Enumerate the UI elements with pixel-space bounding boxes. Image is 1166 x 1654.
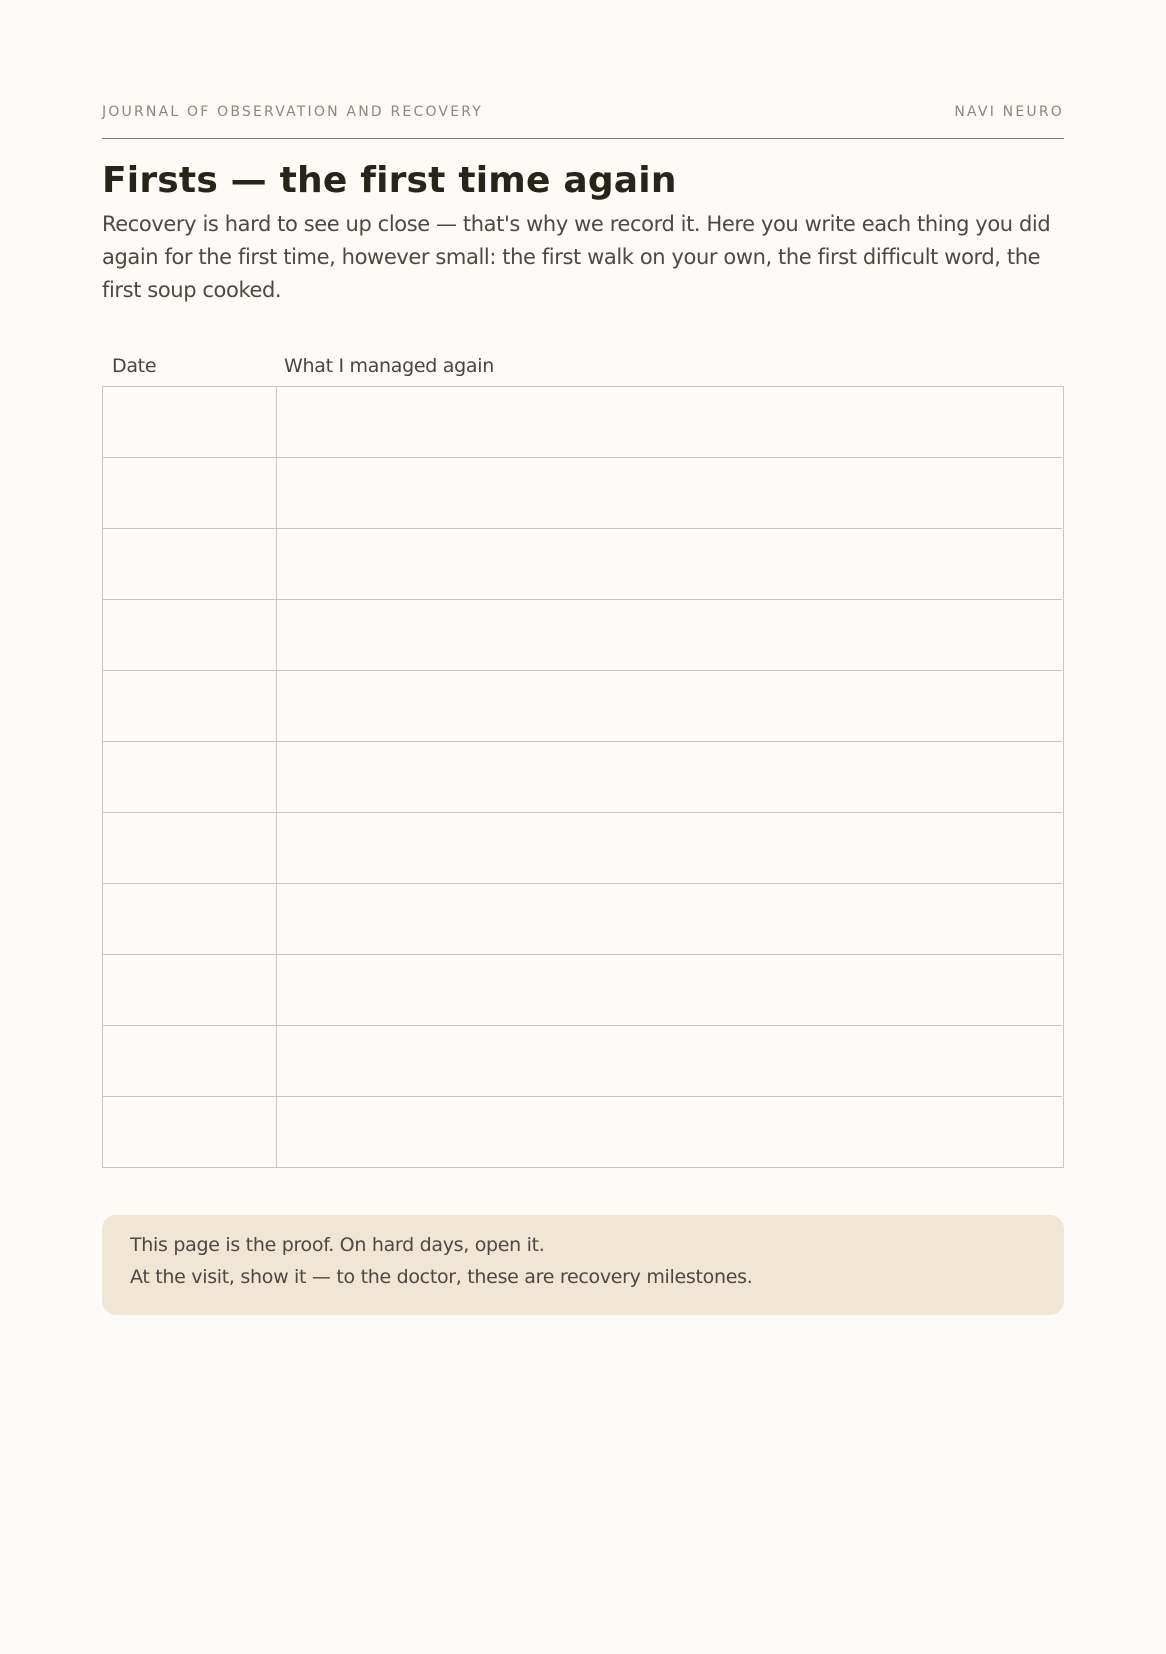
table-row [103, 812, 1062, 884]
table-row [103, 528, 1062, 600]
date-cell[interactable] [103, 387, 277, 457]
table-row [103, 883, 1062, 955]
milestone-cell[interactable] [277, 884, 1062, 955]
date-cell[interactable] [103, 1026, 277, 1097]
date-cell[interactable] [103, 671, 277, 742]
date-cell[interactable] [103, 813, 277, 884]
milestone-cell[interactable] [277, 742, 1062, 813]
column-header-what: What I managed again [284, 355, 494, 377]
milestone-cell[interactable] [277, 529, 1062, 600]
table-row [103, 1025, 1062, 1097]
date-cell[interactable] [103, 1097, 277, 1168]
header-divider [102, 138, 1064, 139]
table-row [103, 387, 1062, 457]
milestone-cell[interactable] [277, 671, 1062, 742]
page-title: Firsts — the first time again [102, 160, 677, 201]
date-cell[interactable] [103, 458, 277, 529]
column-header-date: Date [112, 355, 157, 377]
milestone-cell[interactable] [277, 1026, 1062, 1097]
milestone-cell[interactable] [277, 600, 1062, 671]
table-row [103, 457, 1062, 529]
date-cell[interactable] [103, 955, 277, 1026]
milestone-cell[interactable] [277, 458, 1062, 529]
milestone-cell[interactable] [277, 387, 1062, 457]
table-row [103, 954, 1062, 1026]
table-row [103, 670, 1062, 742]
date-cell[interactable] [103, 742, 277, 813]
table-row [103, 599, 1062, 671]
note-line: At the visit, show it — to the doctor, these are recovery milestones. [130, 1266, 753, 1288]
date-cell[interactable] [103, 529, 277, 600]
milestone-cell[interactable] [277, 813, 1062, 884]
table-row [103, 741, 1062, 813]
date-cell[interactable] [103, 884, 277, 955]
running-header [102, 104, 1064, 124]
brand-name: NAVI NEURO [954, 104, 1064, 120]
firsts-log-table [102, 386, 1064, 1168]
note-line: This page is the proof. On hard days, open it. [130, 1234, 545, 1256]
date-cell[interactable] [103, 600, 277, 671]
milestone-cell[interactable] [277, 955, 1062, 1026]
milestone-cell[interactable] [277, 1097, 1062, 1168]
intro-paragraph: Recovery is hard to see up close — that's why we record it. Here you write each thing you did again for the first time, however small: the first walk on your own, the first difficult word, the first soup cooked. [102, 212, 1051, 302]
journal-name: JOURNAL OF OBSERVATION AND RECOVERY [102, 104, 484, 120]
note-box [102, 1215, 1064, 1315]
table-row [103, 1096, 1062, 1168]
